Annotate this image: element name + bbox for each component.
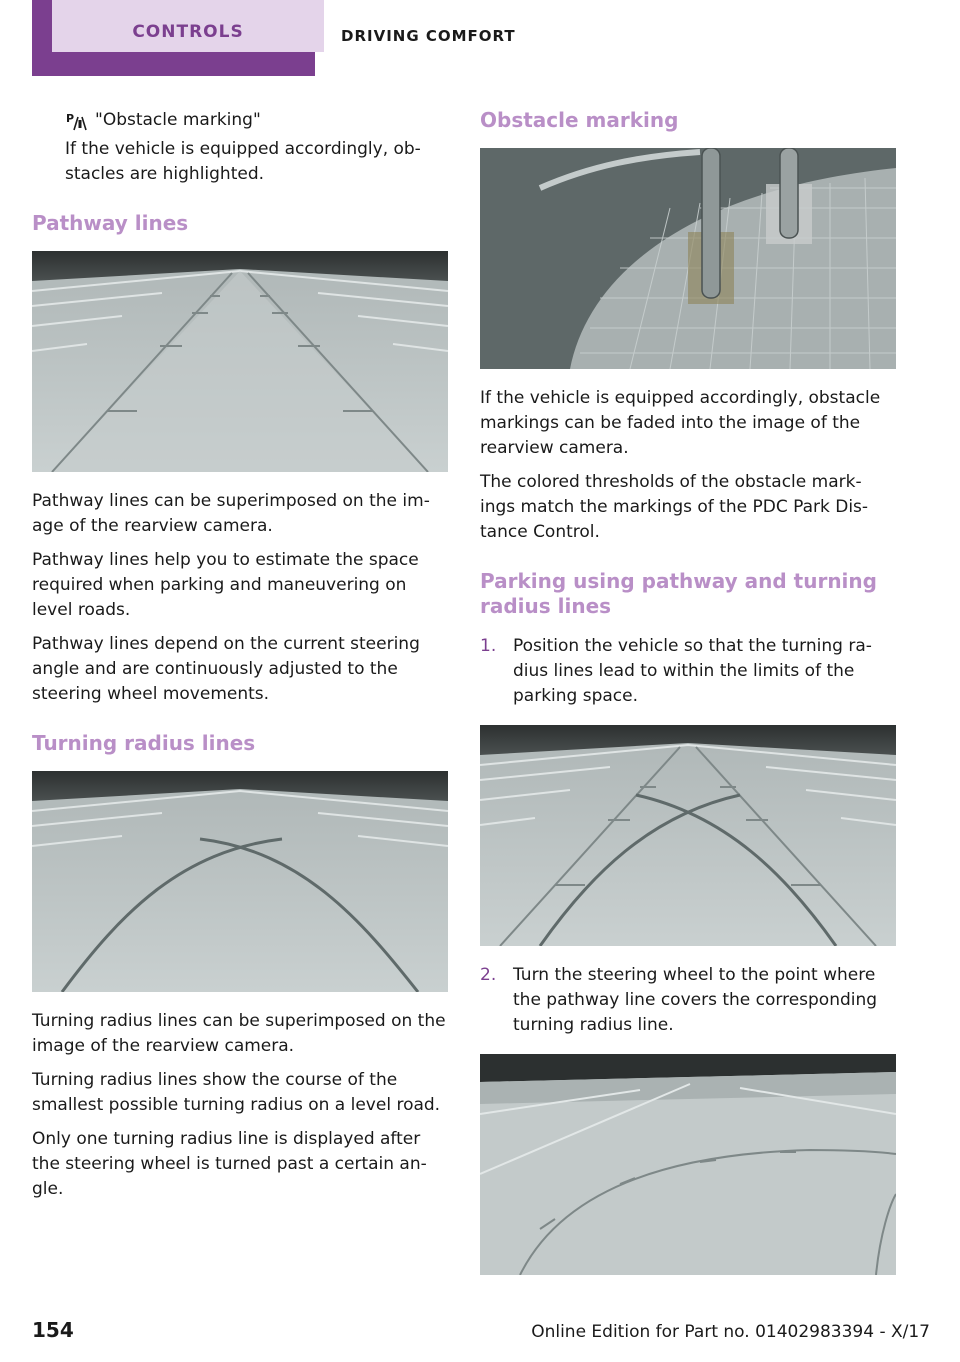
obstacle-item-desc: If the vehicle is equipped accordingly, ob‐ stacles are highlighted. (65, 139, 421, 184)
aligned-lines-image (480, 1054, 896, 1275)
section-label: DRIVING COMFORT (341, 27, 516, 45)
pathway-paragraph-1: Pathway lines can be superimposed on the im‐ age of the rearview camera. (32, 491, 430, 536)
step-item (480, 634, 896, 709)
combined-lines-image (480, 725, 896, 946)
step-item (480, 963, 896, 1038)
step-text: Position the vehicle so that the turning ra‐ dius lines lead to within the limits of the parking space. (513, 636, 872, 706)
obstacle-paragraph-2: The colored thresholds of the obstacle mark‐ ings match the markings of the PDC Park Dis‐ tance Control. (480, 472, 869, 542)
turning-paragraph-1: Turning radius lines can be superimposed on the image of the rearview camera. (32, 1011, 446, 1056)
step-number: 1. (480, 636, 497, 656)
header-tab (32, 0, 315, 76)
right-column (480, 108, 896, 1292)
turning-paragraph-3: Only one turning radius line is displayed after the steering wheel is turned past a certain an‐ gle. (32, 1129, 427, 1199)
edition-note: Online Edition for Part no. 01402983394 - X/17 (531, 1322, 930, 1342)
pathway-paragraph-2: Pathway lines help you to estimate the space required when parking and maneuvering on level roads. (32, 550, 419, 620)
left-column (32, 108, 448, 1211)
pathway-lines-image (32, 251, 448, 472)
turning-radius-image (32, 771, 448, 992)
turning-paragraph-2: Turning radius lines show the course of the smallest possible turning radius on a level road. (32, 1070, 441, 1115)
parking-heading: Parking using pathway and turning radius lines (480, 569, 877, 618)
pathway-paragraph-3: Pathway lines depend on the current steering angle and are continuously adjusted to the steering wheel movements. (32, 634, 420, 704)
turning-heading: Turning radius lines (32, 731, 256, 755)
obstacle-marking-image (480, 148, 896, 369)
obstacle-item (32, 108, 448, 187)
step-text: Turn the steering wheel to the point where the pathway line covers the corresponding turning radius line. (513, 965, 878, 1035)
chapter-label: CONTROLS (132, 22, 244, 42)
obstacle-heading: Obstacle marking (480, 108, 679, 132)
obstacle-item-label: "Obstacle marking" (95, 110, 261, 130)
svg-text:P: P (66, 111, 75, 125)
obstacle-paragraph-1: If the vehicle is equipped accordingly, obstacle markings can be faded into the image of the rearview camera. (480, 388, 881, 458)
parking-steps (480, 634, 896, 709)
step-number: 2. (480, 965, 497, 985)
page-number: 154 (32, 1318, 74, 1342)
obstacle-marking-icon (65, 110, 91, 132)
parking-steps-continued (480, 963, 896, 1038)
header-tab-inner (52, 0, 324, 52)
pathway-heading: Pathway lines (32, 211, 189, 235)
